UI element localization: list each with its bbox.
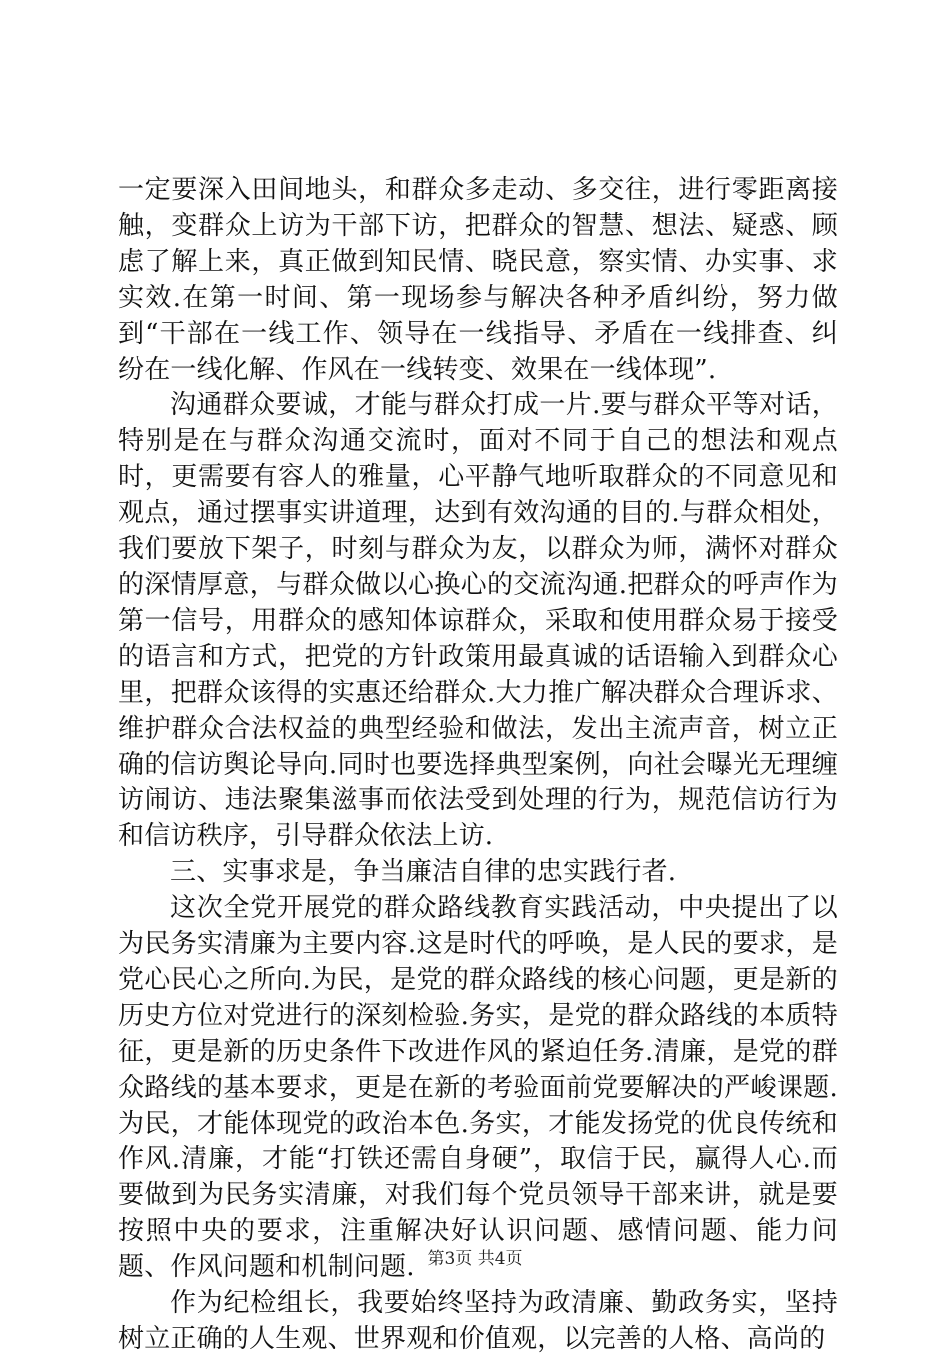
paragraph-5: 作为纪检组长，我要始终坚持为政清廉、勤政务实，坚持树立正确的人生观、世界观和价值观，以完善的人格、高尚的 [118,1288,838,1354]
body-text [118,173,838,1358]
paragraph-2: 沟通群众要诚，才能与群众打成一片.要与群众平等对话，特别是在与群众沟通交流时，面对不同于自己的想法和观点时，更需要有容人的雅量，心平静气地听取群众的不同意见和观点，通过摆事实讲道理，达到有效沟通的目的.与群众相处，我们要放下架子，时刻与群众为友，以群众为师，满怀对群众的深情厚意，与群众做以心换心的交流沟通.把群众的呼声作为第一信号，用群众的感知体谅群众，采取和使用群众易于接受的语言和方式，把党的方针政策用最真诚的话语输入到群众心里，把群众该得的实惠还给群众.大力推广解决群众合理诉求、维护群众合法权益的典型经验和做法，发出主流声音，树立正确的信访舆论导向.同时也要选择典型案例，向社会曝光无理缠访闹访、违法聚集滋事而依法受到处理的行为，规范信访行为和信访秩序，引导群众依法上访. [118,390,838,852]
paragraph-4: 这次全党开展党的群众路线教育实践活动，中央提出了以为民务实清廉为主要内容.这是时代的呼唤，是人民的要求，是党心民心之所向.为民，是党的群众路线的核心问题，更是新的历史方位对党进行的深刻检验.务实，是党的群众路线的本质特征，更是新的历史条件下改进作风的紧迫任务.清廉，是党的群众路线的基本要求，更是在新的考验面前党要解决的严峻课题.为民，才能体现党的政治本色.务实，才能发扬党的优良传统和作风.清廉，才能“打铁还需自身硬”，取信于民，赢得人心.而要做到为民务实清廉，对我们每个党员领导干部来讲，就是要按照中央的要求，注重解决好认识问题、感情问题、能力问题、作风问题和机制问题. [118,893,838,1283]
page-footer: 第3页 共4页 [427,1249,523,1269]
paragraph-1: 一定要深入田间地头，和群众多走动、多交往，进行零距离接触，变群众上访为干部下访，把群众的智慧、想法、疑惑、顾虑了解上来，真正做到知民情、晓民意，察实情、办实事、求实效.在第一时间、第一现场参与解决各种矛盾纠纷，努力做到“干部在一线工作、领导在一线指导、矛盾在一线排查、纠纷在一线化解、作风在一线转变、效果在一线体现”. [118,175,838,385]
section-heading-3: 三、实事求是，争当廉洁自律的忠实践行者. [170,857,677,888]
